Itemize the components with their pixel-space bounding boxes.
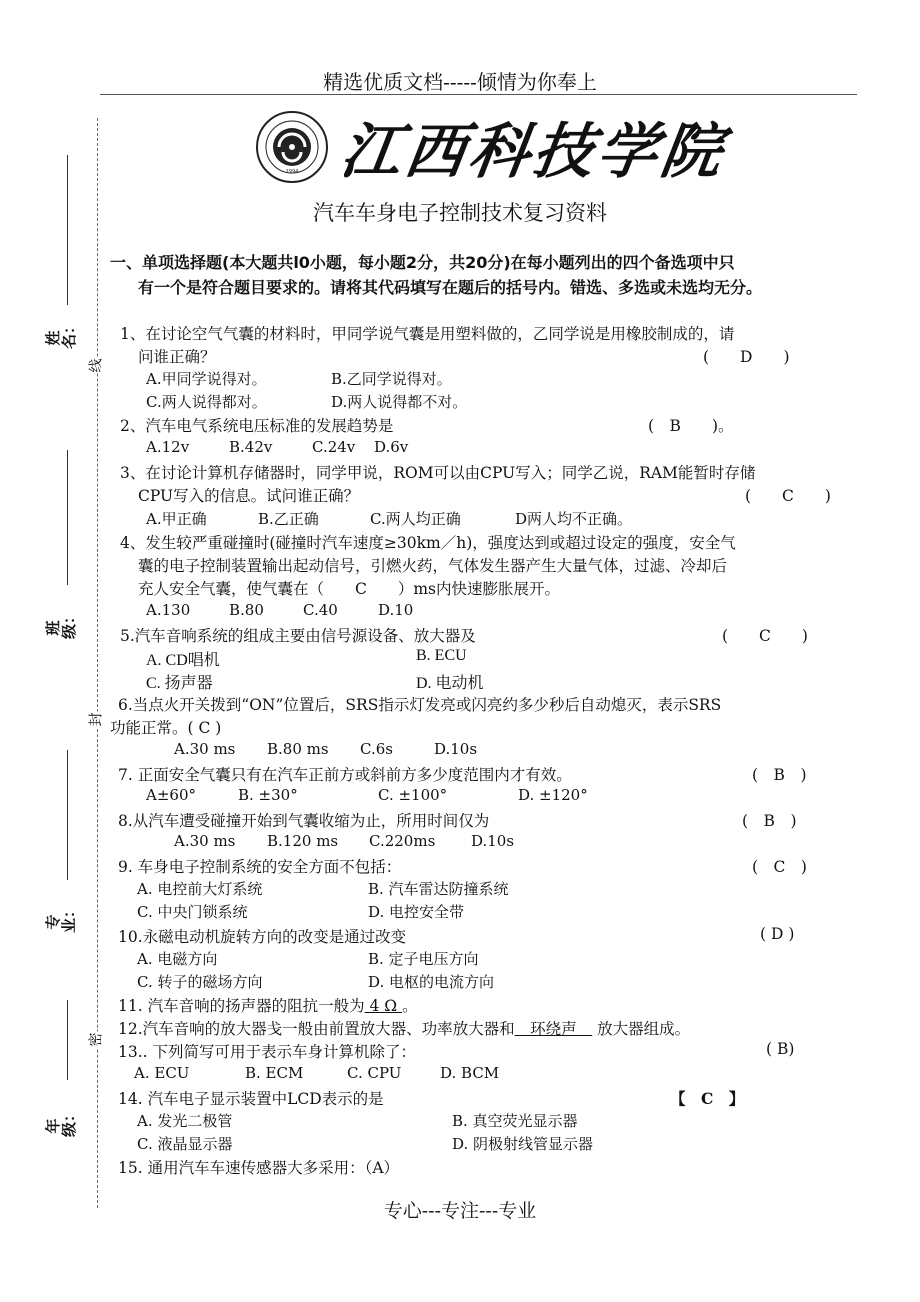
svg-text:1994: 1994	[285, 169, 299, 175]
option-c: C.两人说得都对。	[146, 393, 267, 411]
question-7-answer: ( B )	[752, 766, 807, 784]
header-rule	[100, 94, 857, 95]
option-d: D. 电控安全带	[368, 903, 465, 921]
option-b: B. ECM	[245, 1064, 304, 1082]
option-a: A. 发光二极管	[137, 1112, 233, 1130]
question-4-text: 囊的电子控制装置输出起动信号，引燃火药，气体发生器产生大量气体，过滤、冷却后	[138, 557, 728, 575]
option-a: A.甲正确	[146, 510, 207, 528]
option-d: D.两人说得都不对。	[331, 393, 468, 411]
class-label: 班级：	[44, 608, 78, 639]
question-12-tail: 放大器组成。	[592, 1020, 691, 1038]
question-12-blank-answer: 环绕声	[514, 1020, 593, 1038]
question-1-text: 1、在讨论空气气囊的材料时，甲同学说气囊是用塑料做的，乙同学说是用橡胶制成的，请	[120, 325, 735, 343]
school-emblem-icon	[255, 110, 329, 184]
option-d: D.10	[378, 601, 414, 619]
question-9-answer: ( C )	[752, 858, 807, 876]
grade-line	[67, 1000, 68, 1080]
question-7-text: 7. 正面安全气囊只有在汽车正前方或斜前方多少度范围内才有效。	[118, 766, 572, 784]
section-heading-line2: 有一个是符合题目要求的。请将其代码填写在题后的括号内。错选、多选或未选均无分。	[138, 278, 763, 297]
option-a: A.30 ms	[174, 832, 236, 850]
document-title: 汽车车身电子控制技术复习资料	[313, 201, 607, 225]
question-15-text: 15. 通用汽车车速传感器大多采用：（A）	[118, 1159, 400, 1177]
seal-mark-seal: 封	[88, 712, 105, 727]
option-d: D. 电动机	[416, 675, 484, 692]
major-line	[67, 750, 68, 880]
question-1-text: 问谁正确？	[138, 348, 216, 366]
option-a: A. 电控前大灯系统	[137, 880, 263, 898]
option-d: D.10s	[434, 740, 478, 758]
option-b: B.乙同学说得对。	[331, 370, 452, 388]
question-13-answer: ( B)	[766, 1040, 795, 1058]
option-b: B. 汽车雷达防撞系统	[368, 880, 509, 898]
option-c: C. 扬声器	[146, 675, 213, 692]
question-12-text	[118, 1017, 690, 1039]
name-label: 姓名：	[44, 318, 78, 349]
question-5-text: 5.汽车音响系统的组成主要由信号源设备、放大器及	[120, 627, 476, 645]
option-d: D.6v	[374, 438, 409, 456]
question-6-text: 功能正常。( C )	[110, 719, 222, 737]
grade-label: 年级：	[44, 1106, 78, 1137]
option-c: C.220ms	[369, 832, 436, 850]
option-d: D. ±120°	[518, 786, 588, 804]
major-label: 专业：	[44, 902, 78, 933]
question-13-text: 13.. 下列简写可用于表示车身计算机除了：	[118, 1043, 417, 1061]
question-10-answer: ( D )	[760, 925, 795, 943]
question-3-text: CPU写入的信息。试问谁正确？	[138, 487, 360, 505]
option-c: C. 中央门锁系统	[137, 903, 248, 921]
question-10-text: 10.永磁电动机旋转方向的改变是通过改变	[118, 928, 407, 946]
seal-mark-line: 线	[88, 358, 105, 373]
option-b: B. ECU	[416, 647, 467, 664]
option-a: A. ECU	[134, 1064, 190, 1082]
seal-mark-secret: 密	[88, 1032, 105, 1047]
option-b: B.80	[229, 601, 264, 619]
question-4-text: 充人安全气囊，使气囊在（ C ）ms内快速膨胀展开。	[138, 580, 561, 598]
question-1-answer: ( D )	[703, 348, 790, 366]
option-c: C.6s	[360, 740, 393, 758]
option-c: C. CPU	[347, 1064, 402, 1082]
question-14-text: 14. 汽车电子显示装置中LCD表示的是	[118, 1090, 384, 1108]
section-heading-line1: 一、单项选择题(本大题共l0小题，每小题2分，共20分)在每小题列出的四个备选项中只	[110, 253, 735, 272]
name-line	[67, 155, 68, 305]
option-c: C. ±100°	[378, 786, 448, 804]
option-d: D. 阴极射线管显示器	[452, 1135, 594, 1153]
option-b: B.乙正确	[258, 510, 319, 528]
option-d: D. BCM	[440, 1064, 500, 1082]
option-b: B.120 ms	[267, 832, 339, 850]
option-c: C.两人均正确	[370, 510, 461, 528]
option-b: B. ±30°	[238, 786, 298, 804]
question-14-answer: 【 C 】	[670, 1089, 745, 1108]
option-c: C.40	[303, 601, 338, 619]
question-5-answer: ( C )	[722, 627, 808, 645]
question-3-text: 3、在讨论计算机存储器时，同学甲说，ROM可以由CPU写入；同学乙说，RAM能暂时存储	[120, 464, 756, 482]
question-4-text: 4、发生较严重碰撞时(碰撞时汽车速度≥30km／h)，强度达到或超过设定的强度，安全气	[120, 534, 736, 552]
option-d: D两人均不正确。	[515, 510, 633, 528]
option-c: C. 液晶显示器	[137, 1135, 233, 1153]
question-9-text: 9. 车身电子控制系统的安全方面不包括：	[118, 858, 402, 876]
page-header: 精选优质文档-----倾情为你奉上	[323, 70, 597, 94]
option-d: D. 电枢的电流方向	[368, 973, 495, 991]
question-8-answer: ( B )	[742, 812, 797, 830]
question-11-blank-answer: 4 Ω	[364, 997, 403, 1015]
question-11-stem: 11. 汽车音响的扬声器的阻抗一般为	[118, 997, 365, 1015]
question-8-text: 8.从汽车遭受碰撞开始到气囊收缩为止，所用时间仅为	[118, 812, 490, 830]
option-a: A±60°	[146, 786, 196, 804]
option-a: A.12v	[146, 438, 190, 456]
page-footer: 专心---专注---专业	[383, 1200, 537, 1222]
option-c: C. 转子的磁场方向	[137, 973, 263, 991]
option-a: A. CD唱机	[146, 652, 220, 669]
question-12-stem: 12.汽车音响的放大器戋一般由前置放大器、功率放大器和	[118, 1020, 515, 1038]
option-a: A.130	[146, 601, 191, 619]
school-name-logo: 江西科技学院	[336, 117, 731, 187]
question-11-tail: 。	[402, 997, 418, 1015]
option-b: B.80 ms	[267, 740, 329, 758]
option-d: D.10s	[471, 832, 515, 850]
option-a: A.甲同学说得对。	[146, 370, 267, 388]
option-a: A.30 ms	[174, 740, 236, 758]
option-a: A. 电磁方向	[137, 950, 218, 968]
question-2-answer: ( B )。	[648, 417, 734, 435]
option-b: B.42v	[229, 438, 273, 456]
question-2-text: 2、汽车电气系统电压标准的发展趋势是	[120, 417, 394, 435]
option-b: B. 定子电压方向	[368, 950, 479, 968]
class-line	[67, 450, 68, 585]
option-c: C.24v	[312, 438, 356, 456]
question-6-text: 6.当点火开关拨到“ON”位置后，SRS指示灯发亮或闪亮约多少秒后自动熄灭，表示SRS	[118, 696, 722, 714]
question-3-answer: ( C )	[745, 487, 831, 505]
question-11-text	[118, 994, 418, 1016]
option-b: B. 真空荧光显示器	[452, 1112, 578, 1130]
